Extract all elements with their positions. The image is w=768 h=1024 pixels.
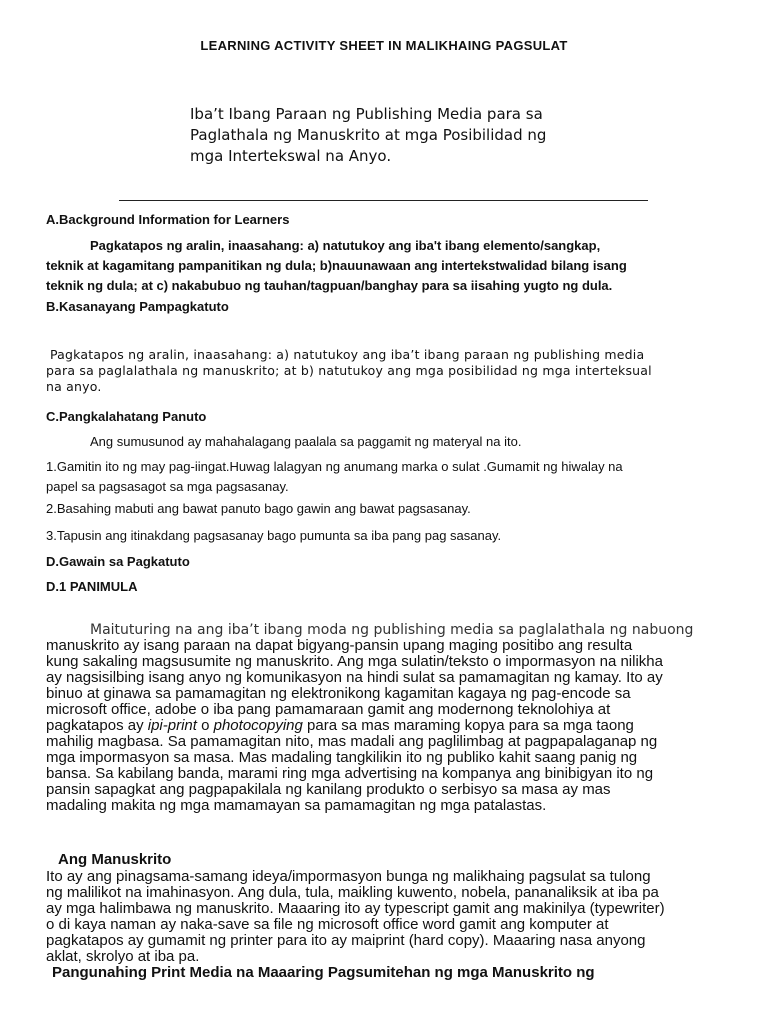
- panimula-line-9: mga impormasyon sa masa. Mas madaling tangkilikin ito ng publiko kahit saang panig ng: [46, 749, 638, 766]
- panimula-em-photocopying: photocopying: [213, 717, 303, 734]
- section-a-line-2: teknik at kagamitang pampanitikan ng dula; b)nauunawaan ang intertekstwalidad bilang isang: [46, 258, 627, 273]
- manuskrito-line-4: o di kaya naman ay naka-save sa file ng microsoft office word gamit ang komputer at: [46, 916, 609, 933]
- instruction-item-3: 3.Tapusin ang itinakdang pagsasanay bago pumunta sa iba pang pag sasanay.: [46, 528, 502, 543]
- section-a-text: [46, 236, 726, 296]
- manuskrito-line-1: Ito ay ang pinagsama-samang ideya/impormasyon bunga ng malikhaing pagsulat sa tulong: [46, 868, 651, 885]
- manuskrito-section: [46, 852, 736, 981]
- panimula-em-ipi-print: ipi-print: [147, 717, 197, 734]
- panimula-line-7-mid: o: [196, 717, 214, 734]
- section-c-intro: Ang sumusunod ay mahahalagang paalala sa paggamit ng materyal na ito.: [90, 434, 522, 449]
- section-c-heading: C.Pangkalahatang Panuto: [46, 409, 207, 424]
- panimula-line-7: [46, 718, 736, 734]
- section-b-line-2: para sa paglalathala ng manuskrito; at b) natutukoy ang mga posibilidad ng mga interteksual: [46, 363, 652, 378]
- section-b-heading: B.Kasanayang Pampagkatuto: [46, 299, 229, 314]
- section-a-heading: A.Background Information for Learners: [46, 212, 290, 227]
- panimula-line-8: mahilig magbasa. Sa pamamagitan nito, mas madali ang paglilimbag at pagpapalaganap ng: [46, 733, 658, 750]
- manuskrito-heading: Ang Manuskrito: [58, 851, 172, 868]
- manuskrito-line-3: ay mga halimbawa ng manuskrito. Maaaring ito ay typescript gamit ang makinilya (typewriter): [46, 900, 665, 917]
- panimula-paragraph: [46, 622, 736, 814]
- manuskrito-line-6: aklat, skrolyo at iba pa.: [46, 948, 200, 965]
- manuskrito-line-5: pagkatapos ay gumamit ng printer para ito ay maiprint (hard copy). Maaaring nasa anyong: [46, 932, 646, 949]
- panimula-line-2: manuskrito ay isang paraan na dapat bigyang-pansin upang maging positibo ang resulta: [46, 637, 633, 654]
- panimula-line-5: binuo at ginawa sa pamamagitan ng elektronikong kagamitan kagaya ng pag-encode sa: [46, 685, 631, 702]
- panimula-line-4: ay nagsisilbing isang anyo ng komunikasyon na hindi sulat sa pamamagitan ng kamay. Ito ay: [46, 669, 663, 686]
- topic-line-2: Paglathala ng Manuskrito at mga Posibilidad ng: [190, 126, 547, 144]
- panimula-line-7-pre: pagkatapos ay: [46, 717, 148, 734]
- section-c-intro-row: [46, 432, 736, 452]
- section-d1-heading: D.1 PANIMULA: [46, 579, 138, 594]
- divider-rule: [119, 200, 648, 201]
- section-b-text: [46, 347, 746, 395]
- panimula-line-7-post: para sa mas maraming kopya para sa mga taong: [302, 717, 634, 734]
- section-a-line-1: Pagkatapos ng aralin, inaasahang: a) natutukoy ang iba't ibang elemento/sangkap,: [90, 238, 601, 253]
- instruction-item-1: [46, 457, 736, 497]
- panimula-line-6: microsoft office, adobe o iba pang pamamaraan gamit ang modernong teknolohiya at: [46, 701, 611, 718]
- instruction-item-1-line-1: 1.Gamitin ito ng may pag-iingat.Huwag lalagyan ng anumang marka o sulat .Gumamit ng hiwalay na: [46, 459, 623, 474]
- panimula-line-1: Maituturing na ang iba’t ibang moda ng publishing media sa paglalathala ng nabuong: [90, 622, 694, 638]
- sheet-title: LEARNING ACTIVITY SHEET IN MALIKHAING PAGSULAT: [200, 38, 568, 53]
- print-media-heading: Pangunahing Print Media na Maaaring Pagsumitehan ng mga Manuskrito ng: [52, 964, 595, 981]
- topic-line-3: mga Intertekswal na Anyo.: [190, 147, 392, 165]
- manuskrito-line-2: ng malilikot na imahinasyon. Ang dula, tula, maikling kuwento, nobela, pananaliksik at iba pa: [46, 884, 659, 901]
- section-b-line-1: Pagkatapos ng aralin, inaasahang: a) natutukoy ang iba’t ibang paraan ng publishing media: [50, 347, 645, 362]
- panimula-line-10: bansa. Sa kabilang banda, marami ring mga advertising na kompanya ang binibigyan ito ng: [46, 765, 654, 782]
- instruction-item-1-line-2: papel sa pagsasagot sa mga pagsasanay.: [46, 479, 289, 494]
- panimula-line-12: madaling makita ng mga mamamayan sa pamamagitan ng mga patalastas.: [46, 797, 547, 814]
- section-b-line-3: na anyo.: [46, 379, 102, 394]
- panimula-line-3: kung sakaling magsusumite ng manuskrito. Ang mga sulatin/teksto o impormasyon na nilikha: [46, 653, 663, 670]
- panimula-line-11: pansin sapagkat ang pagpapakilala ng kanilang produkto o serbisyo sa masa ay mas: [46, 781, 611, 798]
- section-d-heading: D.Gawain sa Pagkatuto: [46, 554, 190, 569]
- instruction-item-2: 2.Basahing mabuti ang bawat panuto bago gawin ang bawat pagsasanay.: [46, 501, 471, 516]
- topic-line-1: Iba’t Ibang Paraan ng Publishing Media para sa: [190, 105, 543, 123]
- section-a-line-3: teknik ng dula; at c) nakabubuo ng tauhan/tagpuan/banghay para sa iisahing yugto ng dula.: [46, 278, 613, 293]
